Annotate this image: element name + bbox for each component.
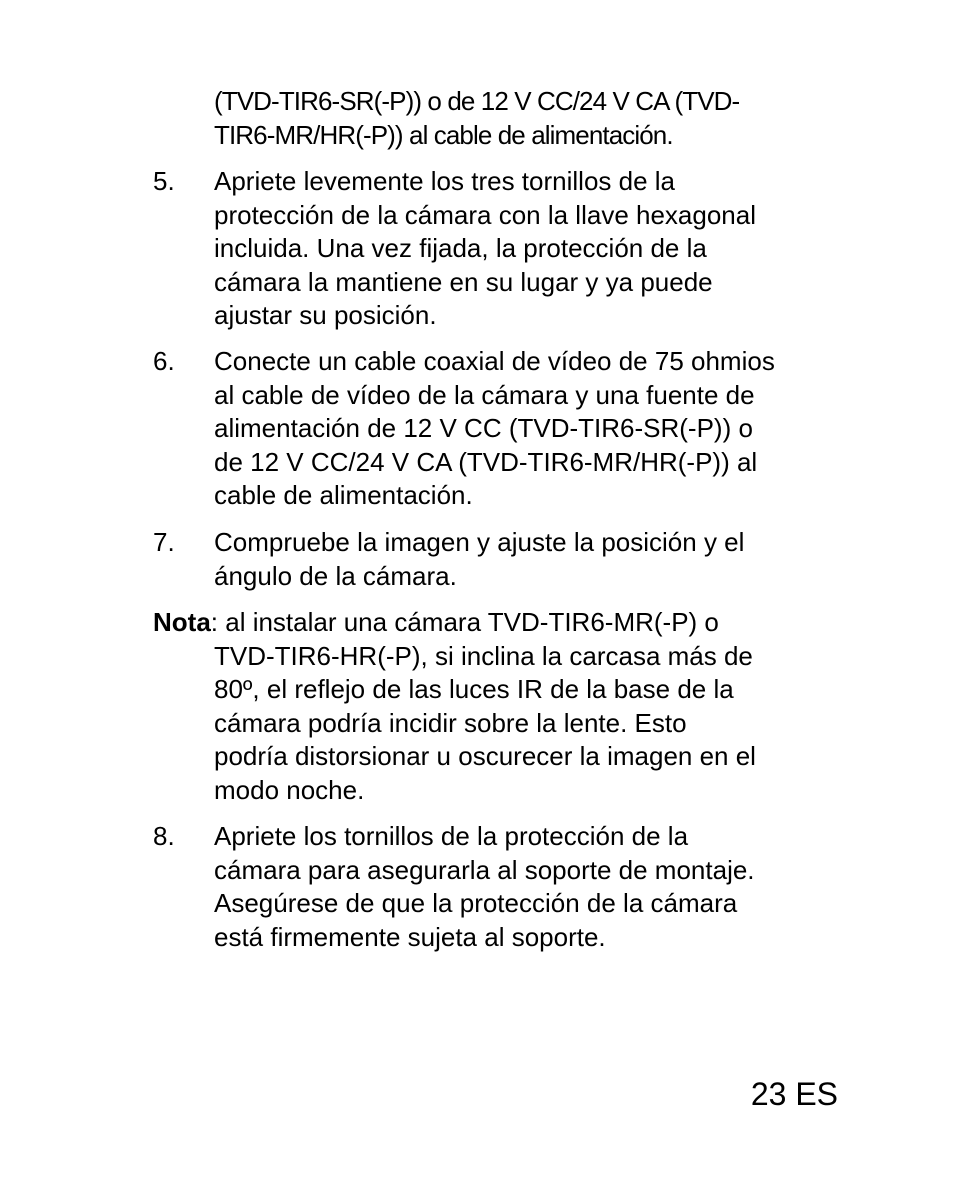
- text-line: al cable de vídeo de la cámara y una fuente de: [214, 379, 755, 410]
- text-line: modo noche.: [214, 774, 365, 805]
- note-intro-text: : al instalar una cámara TVD-TIR6-MR(-P) o: [210, 607, 719, 637]
- continued-text: [214, 84, 834, 152]
- text-line: cámara la mantiene en su lugar y ya puede: [214, 266, 713, 297]
- step-text: [214, 820, 839, 954]
- text-line: protección de la cámara con la llave hexagonal: [214, 199, 757, 230]
- text-line: cable de alimentación.: [214, 480, 473, 511]
- text-line: Compruebe la imagen y ajuste la posición y el: [214, 527, 745, 557]
- step-text: [214, 345, 839, 513]
- text-line: (TVD-TIR6-SR(-P)) o de 12 V CC/24 V CA (TVD-: [214, 86, 740, 116]
- text-line: cámara para asegurarla al soporte de montaje.: [214, 854, 755, 885]
- note-first-line: [153, 606, 843, 640]
- text-line: incluida. Una vez fijada, la protección de la: [214, 233, 707, 264]
- text-line: ajustar su posición.: [214, 300, 437, 331]
- text-line: TIR6-MR/HR(-P)) al cable de alimentación.: [214, 120, 673, 150]
- step-text: [214, 165, 839, 333]
- step-5: [153, 165, 843, 333]
- text-line: 80º, el reflejo de las luces IR de la base de la: [214, 674, 734, 705]
- step-number: 6.: [153, 346, 175, 376]
- note-text: [214, 640, 839, 808]
- text-line: Apriete levemente los tres tornillos de la: [214, 166, 676, 196]
- step-6: [153, 345, 843, 513]
- text-line: alimentación de 12 V CC (TVD-TIR6-SR(-P)) o: [214, 413, 753, 444]
- note-label: Nota: [153, 607, 211, 637]
- step-number: 7.: [153, 527, 175, 557]
- text-line: ángulo de la cámara.: [214, 560, 457, 591]
- text-line: Asegúrese de que la protección de la cámara: [214, 888, 738, 919]
- text-line: Conecte un cable coaxial de vídeo de 75 ohmios: [214, 346, 775, 376]
- step-text: [214, 526, 839, 593]
- text-line: podría distorsionar u oscurecer la imagen en el: [214, 741, 756, 772]
- text-line: cámara podría incidir sobre la lente. Esto: [214, 707, 687, 738]
- step-7: [153, 526, 843, 593]
- text-line: de 12 V CC/24 V CA (TVD-TIR6-MR/HR(-P)) al: [214, 446, 758, 477]
- text-line: Apriete los tornillos de la protección de la: [214, 821, 689, 851]
- step-number: 5.: [153, 166, 175, 196]
- step-8: [153, 820, 843, 954]
- note-block: [153, 606, 843, 808]
- text-line: TVD-TIR6-HR(-P), si inclina la carcasa más de: [214, 640, 753, 671]
- page-number: 23 ES: [750, 1076, 838, 1112]
- text-line: está firmemente sujeta al soporte.: [214, 921, 606, 952]
- step-number: 8.: [153, 821, 175, 851]
